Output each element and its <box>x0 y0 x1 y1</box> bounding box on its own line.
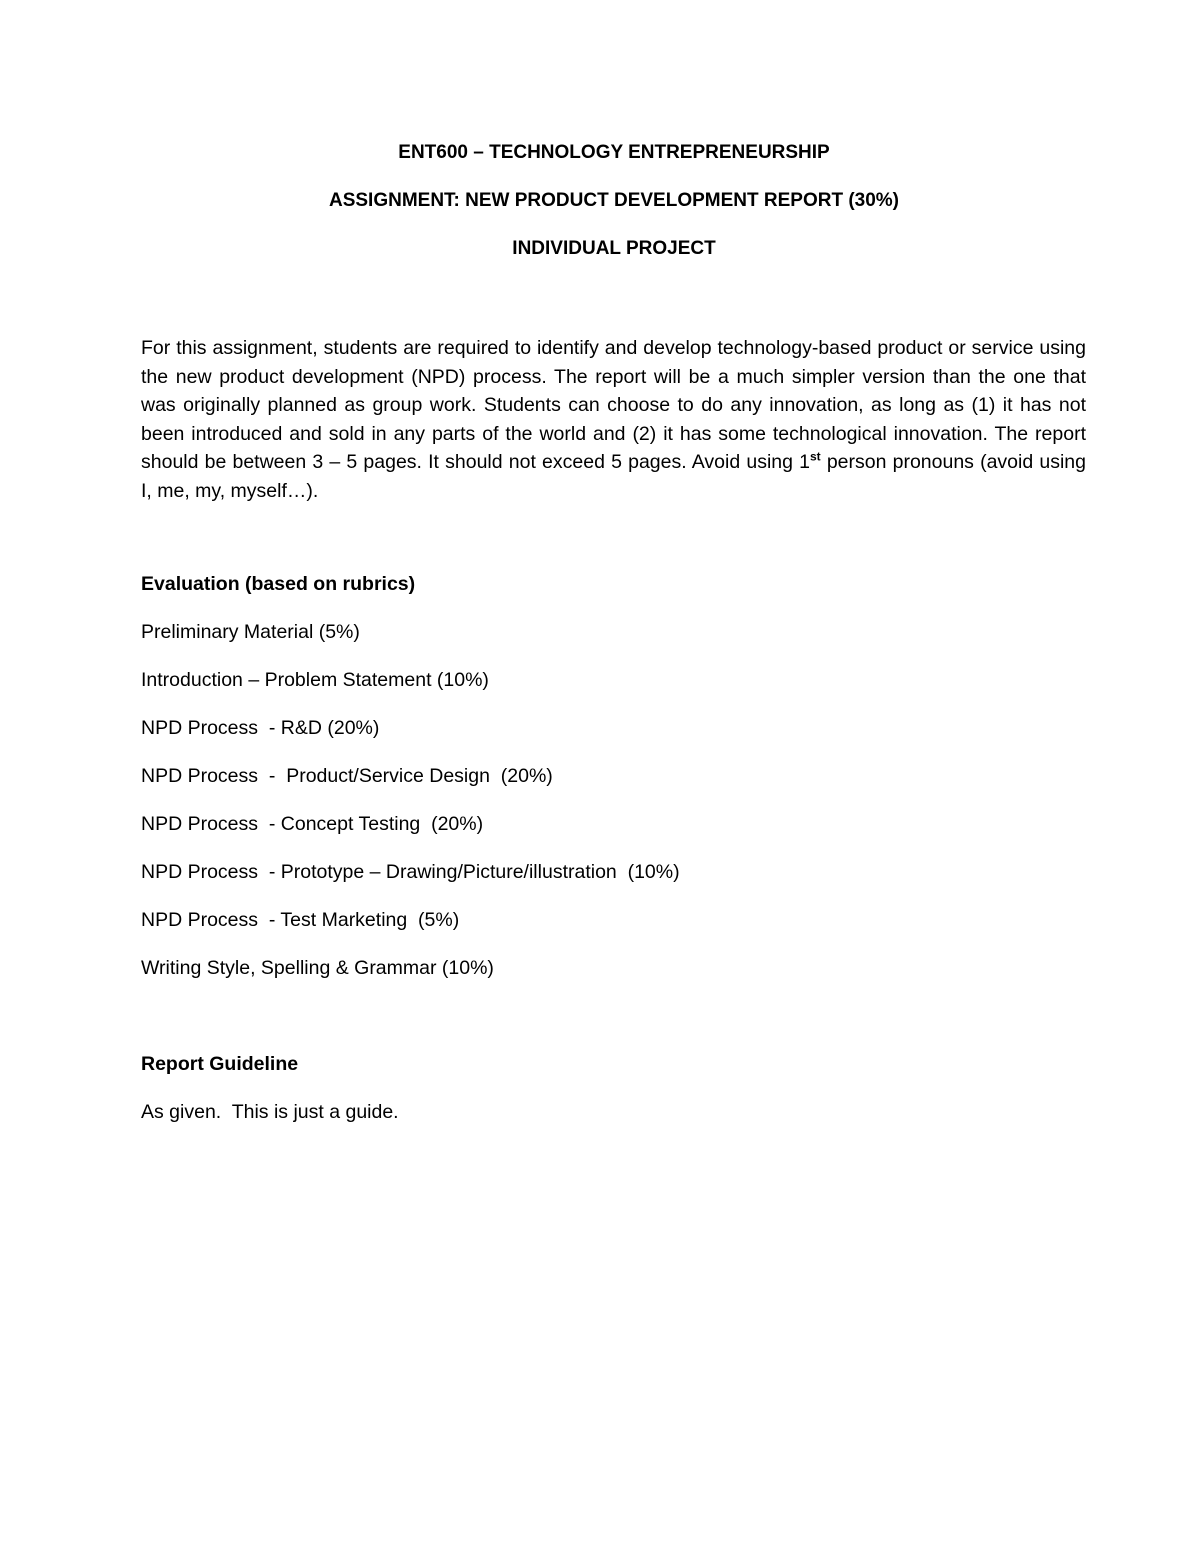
description-text-end: person pronouns (avoid using I, me, my, myself…). <box>141 451 1086 502</box>
guideline-heading: Report Guideline <box>141 1053 299 1075</box>
rubric-item: NPD Process - Test Marketing (5%) <box>141 909 460 931</box>
assignment-description <box>141 334 1086 506</box>
rubric-item: NPD Process - R&D (20%) <box>141 717 380 739</box>
evaluation-heading: Evaluation (based on rubrics) <box>141 573 416 595</box>
guideline-text: As given. This is just a guide. <box>141 1101 399 1123</box>
ordinal-superscript: st <box>809 449 821 464</box>
rubric-item: Introduction – Problem Statement (10%) <box>141 669 489 691</box>
rubric-item: Writing Style, Spelling & Grammar (10%) <box>141 957 494 979</box>
course-title: ENT600 – TECHNOLOGY ENTREPRENEURSHIP <box>398 142 830 163</box>
rubric-item: Preliminary Material (5%) <box>141 621 360 643</box>
rubric-item: NPD Process - Product/Service Design (20%) <box>141 765 553 787</box>
description-text-main: For this assignment, students are required to identify and develop technology-based product or service using the new product development (NPD) process. The report will be a much simpler version than the one that was originally planned as group work. Students can choose to do any innovation, as long as (1) it has not been introduced and sold in any parts of the world and (2) it has some technological innovation. The report should be between 3 – 5 pages. It should not exceed 5 pages. Avoid using 1 <box>141 337 1086 474</box>
rubric-item: NPD Process - Concept Testing (20%) <box>141 813 484 835</box>
project-type: INDIVIDUAL PROJECT <box>512 238 716 259</box>
assignment-title: ASSIGNMENT: NEW PRODUCT DEVELOPMENT REPORT (30%) <box>328 190 900 211</box>
rubric-list <box>141 620 680 1004</box>
rubric-item: NPD Process - Prototype – Drawing/Picture/illustration (10%) <box>141 861 680 883</box>
